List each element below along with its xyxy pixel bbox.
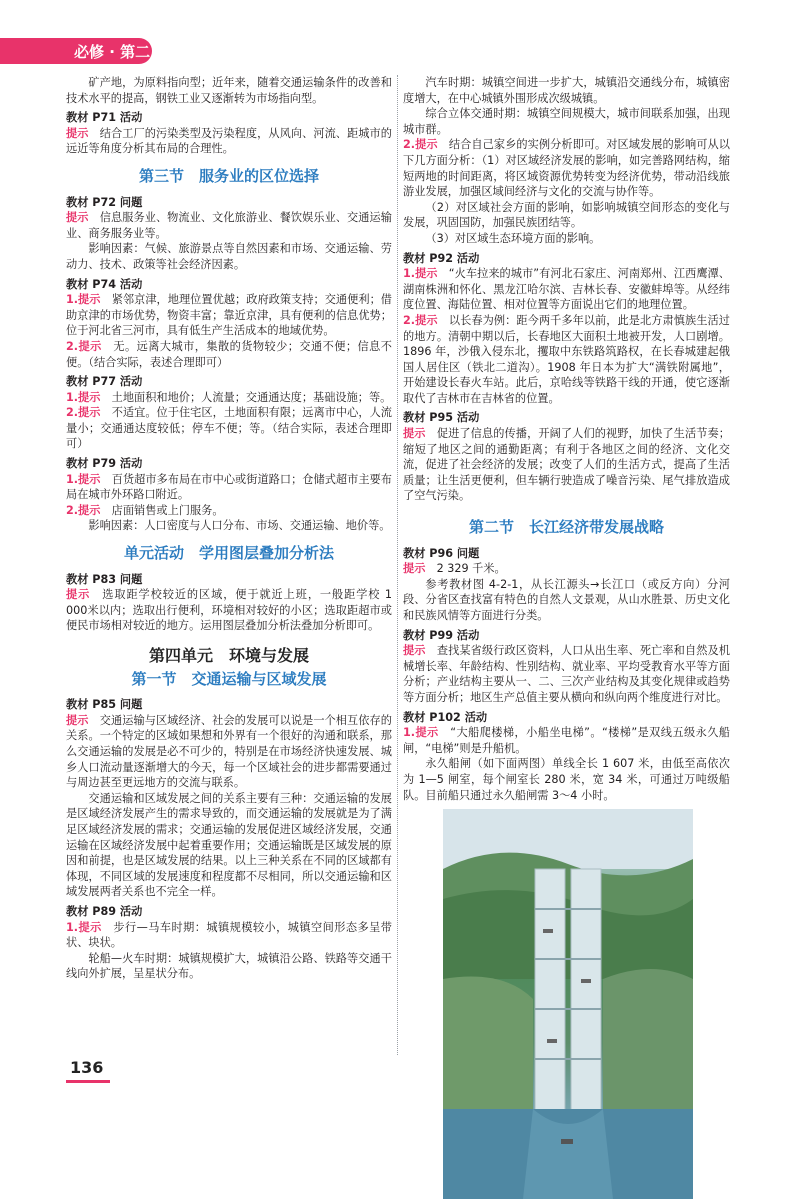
paragraph: 轮船—火车时期：城镇规模扩大，城镇沿公路、铁路等交通干线向外扩展，呈星状分布。 bbox=[66, 951, 392, 981]
textbook-ref: 教材 P102 活动 bbox=[403, 710, 488, 724]
hint-label: 1.提示 bbox=[66, 390, 101, 404]
hint-text: 选取距学校较近的区域，便于就近上班，一般距学校 1 000米以内；选取出行便利，环境相对较好的小区；选取距超市或便民市场相对较近的地方。运用图层叠加分析法叠加分析即可。 bbox=[66, 588, 392, 633]
hint-text: 百货超市多布局在市中心或街道路口；仓储式超市主要布局在城市外环路口附近。 bbox=[66, 472, 392, 502]
textbook-ref: 教材 P85 问题 bbox=[66, 698, 143, 712]
right-column bbox=[403, 75, 730, 1199]
hint-label: 提示 bbox=[66, 126, 89, 140]
textbook-ref: 教材 P92 活动 bbox=[403, 251, 480, 265]
hint-text: 促进了信息的传播，开阔了人们的视野，加快了生活节奏；缩短了地区之间的通勤距离；有利于各地区之间的经济、文化交流，促进了社会经济的发展；改变了人们的生活方式，提高了生活质量；让生活更便利，但车辆行驶造成了噪音污染、尾气排放造成了空气污染。 bbox=[403, 427, 730, 503]
header-band bbox=[0, 38, 152, 82]
hint-label: 提示 bbox=[66, 211, 89, 225]
hint-label: 1.提示 bbox=[66, 293, 101, 307]
section-title: 第二节 长江经济带发展战略 bbox=[468, 518, 664, 537]
hint-label: 2.提示 bbox=[66, 503, 101, 517]
section-title: 第三节 服务业的区位选择 bbox=[138, 166, 319, 185]
hint-text: 紧邻京津，地理位置优越；政府政策支持；交通便利；借助京津的市场优势，物资丰富；靠近京津，具有便利的信息优势；位于河北省三河市，具有低生产生活成本的地域优势。 bbox=[66, 293, 392, 338]
hint-text: 信息服务业、物流业、文化旅游业、餐饮娱乐业、交通运输业、商务服务业等。 bbox=[66, 211, 392, 240]
ship-lock-illustration bbox=[443, 809, 693, 1199]
left-column bbox=[66, 75, 392, 982]
hint-label: 提示 bbox=[403, 644, 426, 658]
paragraph: 参考教材图 4-2-1，从长江源头→长江口（或反方向）分河段、分省区查找富有特色的自然人文景观，从山水胜景、历史文化和民族风情等方面进行分类。 bbox=[403, 577, 730, 622]
hint-label: 1.提示 bbox=[403, 267, 438, 281]
section-title: 第一节 交通运输与区域发展 bbox=[131, 669, 327, 688]
textbook-ref: 教材 P72 问题 bbox=[66, 195, 143, 209]
paragraph: （3）对区域生态环境方面的影响。 bbox=[425, 231, 601, 245]
textbook-ref: 教材 P77 活动 bbox=[66, 375, 143, 389]
ship-lock-photo bbox=[443, 809, 693, 1199]
textbook-ref: 教材 P83 问题 bbox=[66, 572, 143, 586]
hint-label: 2.提示 bbox=[403, 138, 438, 152]
hint-label: 提示 bbox=[66, 588, 91, 602]
page-number: 136 bbox=[70, 1058, 104, 1077]
hint-label: 2.提示 bbox=[66, 339, 102, 353]
paragraph: 汽车时期：城镇空间进一步扩大，城镇沿交通线分布，城镇密度增大，在中心城镇外围形成次级城镇。 bbox=[403, 76, 730, 105]
hint-text: 以长春为例：距今两千多年以前，此是北方肃慎族生活过的地方。清朝中期以后，长春地区大面积土地被开发，人口剧增。1896 年，沙俄入侵东北，攫取中东铁路筑路权，在长春城建起俄国人居住区（铁北二道沟）。1908 年日本为扩大“满铁附属地”，开始建设长春火车站。此后，京哈线等铁路干线的开通，使它逐渐取代了吉林市在吉林省的位置。 bbox=[403, 313, 730, 405]
paragraph: 影响因素：气候、旅游景点等自然因素和市场、交通运输、劳动力、技术、政策等社会经济因素。 bbox=[66, 242, 392, 271]
hint-text: 店面销售或上门服务。 bbox=[111, 503, 224, 517]
hint-text: 结合工厂的污染类型及污染程度，从风向、河流、距城市的远近等角度分析其布局的合理性。 bbox=[66, 126, 392, 156]
hint-text: 土地面积和地价；人流量；交通通达度；基础设施；等。 bbox=[111, 390, 392, 404]
hint-label: 1.提示 bbox=[403, 726, 439, 740]
hint-label: 1.提示 bbox=[66, 920, 102, 934]
paragraph: 影响因素：人口密度与人口分布、市场、交通运输、地价等。 bbox=[88, 519, 391, 533]
textbook-ref: 教材 P74 活动 bbox=[66, 277, 143, 291]
hint-text: 不适宜。位于住宅区，土地面积有限；远离市中心，人流量小；交通通达度较低；停车不便；等。（结合实际，表述合理即可） bbox=[66, 406, 392, 451]
unit-title: 第四单元 环境与发展 bbox=[148, 646, 309, 665]
paragraph: 交通运输和区域发展之间的关系主要有三种：交通运输的发展是区域经济发展产生的需求导致的，而交通运输的发展就是为了满足区域经济发展的需求；交通运输的发展促进区域经济发展，交通运输在区域经济发展中起着重要作用；交通运输既是区域发展的原因和前提，也是区域发展的结果。以上三种关系在不同的区域都有体现，不同区域的发展速度和程度都不尽相同，所以交通运输和区域发展两者关系也不完全一样。 bbox=[66, 791, 392, 899]
hint-text: 步行—马车时期：城镇规模较小，城镇空间形态多呈带状、块状。 bbox=[66, 920, 392, 950]
hint-label: 提示 bbox=[403, 427, 426, 441]
paragraph: （2）对区域社会方面的影响，如影响城镇空间形态的变化与发展，巩固国防，加强民族团结等。 bbox=[403, 200, 730, 230]
hint-text: “大船爬楼梯，小船坐电梯”。“楼梯”是双线五级永久船闸，“电梯”则是升船机。 bbox=[403, 726, 730, 755]
hint-text: 结合自己家乡的实例分析即可。对区域发展的影响可从以下几方面分析：（1）对区域经济发展的影响，如完善路网结构，缩短两地的时间距离，将区域资源优势转变为经济优势，带动沿线旅游业发展，加强区域间经济与文化的交流与协作等。 bbox=[403, 138, 730, 199]
hint-label: 2.提示 bbox=[403, 313, 438, 327]
hint-label: 提示 bbox=[403, 562, 426, 576]
page-number-accent bbox=[66, 1080, 110, 1083]
column-divider bbox=[397, 75, 398, 1055]
textbook-ref: 教材 P79 活动 bbox=[66, 457, 143, 471]
paragraph: 永久船闸（如下面两图）单线全长 1 607 米，由低至高依次为 1—5 闸室，每个闸室长 280 米，宽 34 米，可通过万吨级船队。目前船只通过永久船闸需 3～4 小时。 bbox=[403, 757, 730, 802]
textbook-ref: 教材 P96 问题 bbox=[403, 546, 480, 560]
paragraph: 综合立体交通时期：城镇空间规模大，城市间联系加强，出现城市群。 bbox=[403, 107, 730, 136]
hint-text: 2 329 千米。 bbox=[436, 562, 506, 576]
textbook-ref: 教材 P95 活动 bbox=[403, 411, 480, 425]
textbook-ref: 教材 P99 活动 bbox=[403, 628, 480, 642]
unit-activity-title: 单元活动 学用图层叠加分析法 bbox=[123, 544, 334, 563]
textbook-ref: 教材 P89 活动 bbox=[66, 904, 143, 918]
hint-text: 无。远离大城市，集散的货物较少；交通不便；信息不便。（结合实际，表述合理即可） bbox=[66, 339, 392, 369]
hint-label: 提示 bbox=[66, 713, 89, 727]
hint-label: 2.提示 bbox=[66, 406, 101, 420]
textbook-ref: 教材 P71 活动 bbox=[66, 111, 143, 125]
hint-text: “火车拉来的城市”有河北石家庄、河南郑州、江西鹰潭、湖南株洲和怀化、黑龙江哈尔滨、吉林长春、安徽蚌埠等。从经纬度位置、海陆位置、相对位置等方面说出它们的地理位置。 bbox=[403, 267, 730, 312]
hint-text: 查找某省级行政区资料，人口从出生率、死亡率和自然及机械增长率、年龄结构、性别结构、就业率、平均受教育水平等方面分析；产业结构主要从一、二、三次产业结构及其变化规律或趋势等方面分析；地区生产总值主要从横向和纵向两个维度进行对比。 bbox=[403, 644, 730, 704]
hint-label: 1.提示 bbox=[66, 472, 101, 486]
header-title: 必修 · 第二册 bbox=[74, 43, 151, 82]
paragraph: 矿产地，为原料指向型；近年来，随着交通运输条件的改善和技术水平的提高，钢铁工业又逐渐转为市场指向型。 bbox=[66, 76, 392, 105]
hint-text: 交通运输与区域经济、社会的发展可以说是一个相互依存的关系。一个特定的区域如果想和外界有一个很好的沟通和联系，那么交通运输的发展是必不可少的，特别是在市场经济快速发展、城乡人口流动量逐渐增大的今天，每一个区域社会的进步都需要通过与周边甚至更远地方的交流与联系。 bbox=[66, 713, 392, 790]
